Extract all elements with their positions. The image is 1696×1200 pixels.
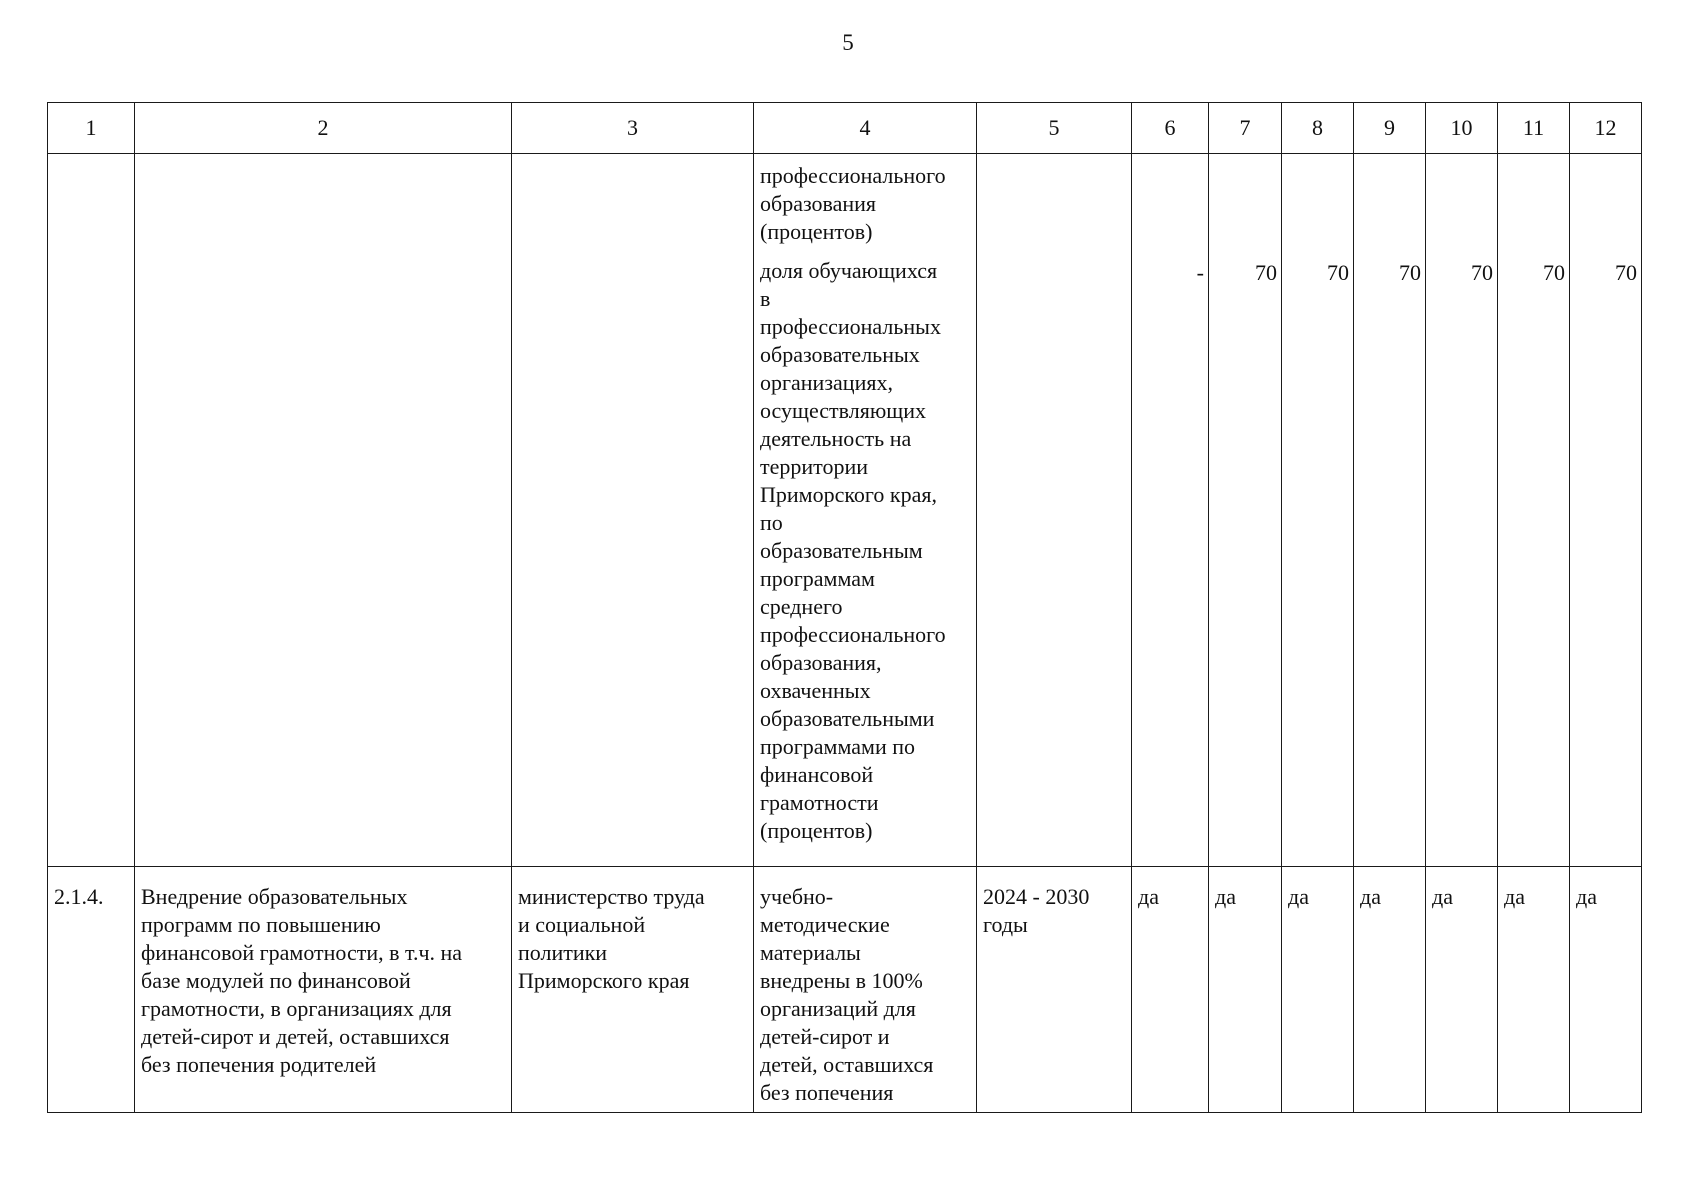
header-col-4: 4: [754, 103, 977, 154]
cont-cell-col11: [1498, 154, 1570, 867]
cell-col8: [1282, 867, 1354, 1113]
table-row-continued: [48, 154, 1642, 867]
measure-name: Внедрение образовательных программ по повышению финансовой грамотности, в т.ч. на базе модулей по финансовой грамотности, в организациях для детей-сирот и детей, оставшихся без попечения родителей: [141, 884, 463, 1077]
header-col-10: 10: [1426, 103, 1498, 154]
cell-col11: [1498, 867, 1570, 1113]
header-col-2: 2: [135, 103, 512, 154]
indicator-continuation-text: профессионального образования (процентов): [760, 163, 946, 244]
indicator-financial-literacy-share: доля обучающихся в профессиональных образовательных организациях, осуществляющих деятельность на территории Приморского края, по образовательным программам среднего профессионального образования, охваченных образовательными программами по финансовой грамотности (процентов): [760, 258, 946, 843]
value-col9: 70: [1399, 260, 1421, 285]
value-col6: -: [1196, 260, 1204, 285]
cont-cell-col7: [1209, 154, 1282, 867]
value-col12: да: [1576, 884, 1597, 909]
value-col7: да: [1215, 884, 1236, 909]
value-col10: 70: [1471, 260, 1493, 285]
cont-cell-col12: [1570, 154, 1642, 867]
cont-cell-col8: [1282, 154, 1354, 867]
value-spacer: [1426, 154, 1497, 259]
table-row-2-1-4: [48, 867, 1642, 1113]
cell-col12: [1570, 867, 1642, 1113]
cont-cell-number: [48, 154, 135, 867]
header-col-7: 7: [1209, 103, 1282, 154]
value-col7: 70: [1255, 260, 1277, 285]
value-col12: 70: [1615, 260, 1637, 285]
cont-cell-name: [135, 154, 512, 867]
row-number: 2.1.4.: [54, 884, 104, 909]
value-col9: да: [1360, 884, 1381, 909]
value-col8: да: [1288, 884, 1309, 909]
header-row: [48, 103, 1642, 154]
cell-name: [135, 867, 512, 1113]
program-table: [47, 102, 1642, 1113]
cell-col7: [1209, 867, 1282, 1113]
cont-cell-col6: [1132, 154, 1209, 867]
value-spacer: [1498, 154, 1569, 259]
header-col-9: 9: [1354, 103, 1426, 154]
executor-name: министерство труда и социальной политики Приморского края: [518, 884, 705, 993]
value-spacer: [1354, 154, 1425, 259]
header-col-5: 5: [977, 103, 1132, 154]
cell-executor: [512, 867, 754, 1113]
value-col11: да: [1504, 884, 1525, 909]
cont-cell-col9: [1354, 154, 1426, 867]
header-col-8: 8: [1282, 103, 1354, 154]
value-spacer: [1209, 154, 1281, 259]
value-col8: 70: [1327, 260, 1349, 285]
value-spacer: [1570, 154, 1641, 259]
indicator-text: учебно- методические материалы внедрены в 100% организаций для детей-сирот и детей, оставшихся без попечения: [760, 884, 934, 1105]
value-spacer: [1132, 154, 1208, 259]
value-spacer: [1282, 154, 1353, 259]
cell-col10: [1426, 867, 1498, 1113]
cell-number: [48, 867, 135, 1113]
cell-col6: [1132, 867, 1209, 1113]
cell-col9: [1354, 867, 1426, 1113]
header-col-3: 3: [512, 103, 754, 154]
value-col6: да: [1138, 884, 1159, 909]
cont-cell-col10: [1426, 154, 1498, 867]
header-col-11: 11: [1498, 103, 1570, 154]
cont-cell-indicator: [754, 154, 977, 867]
header-col-1: 1: [48, 103, 135, 154]
cell-period: [977, 867, 1132, 1113]
page-number: 5: [842, 30, 854, 55]
value-col10: да: [1432, 884, 1453, 909]
value-col11: 70: [1543, 260, 1565, 285]
period-text: 2024 - 2030 годы: [983, 884, 1090, 937]
header-col-6: 6: [1132, 103, 1209, 154]
cont-cell-executor: [512, 154, 754, 867]
cont-cell-period: [977, 154, 1132, 867]
header-col-12: 12: [1570, 103, 1642, 154]
cell-indicator: [754, 867, 977, 1113]
